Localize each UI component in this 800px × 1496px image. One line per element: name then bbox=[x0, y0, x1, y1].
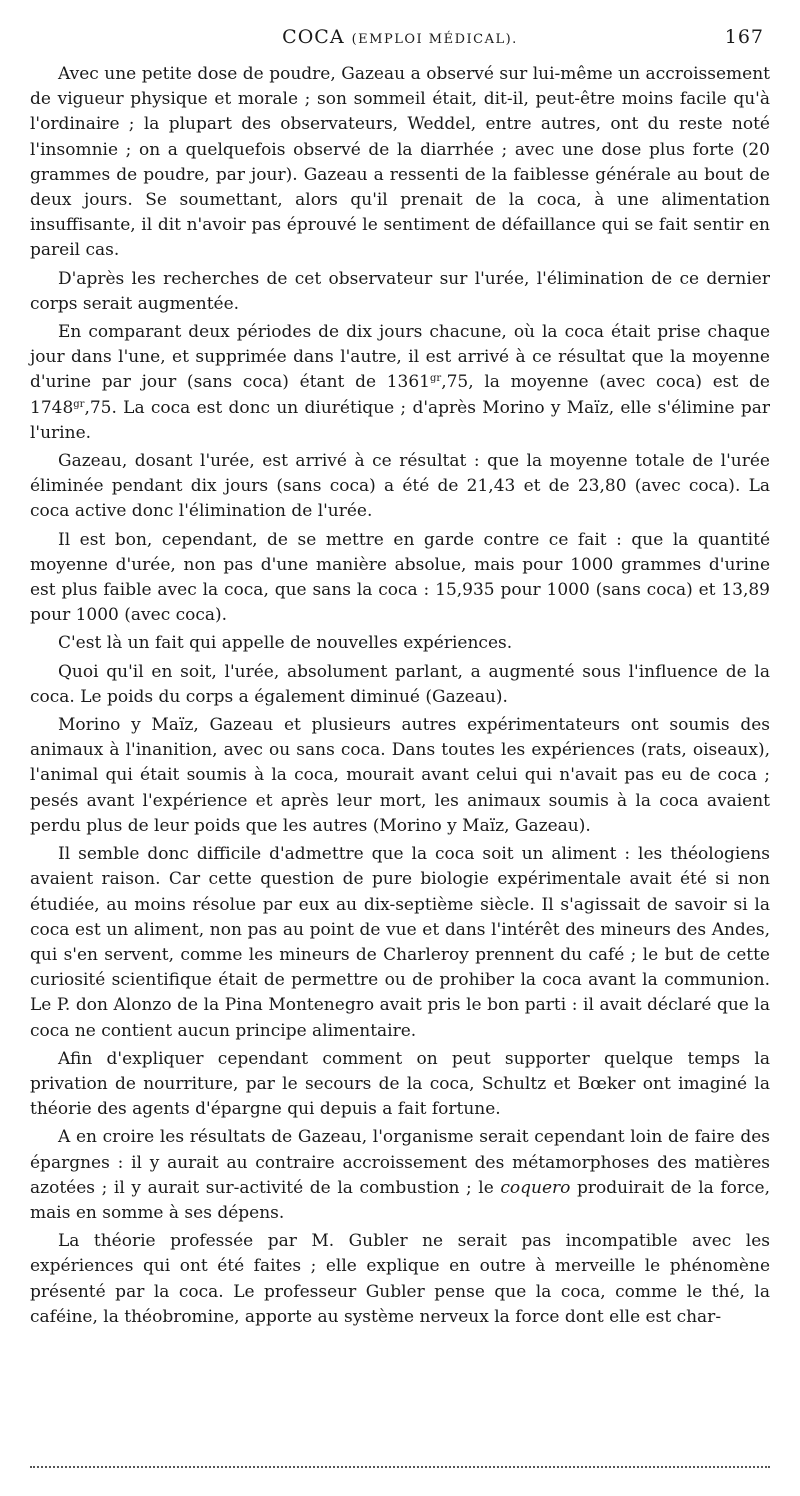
unit-superscript: gr bbox=[430, 373, 442, 385]
paragraph: D'après les recherches de cet observateur sur l'urée, l'élimination de ce dernier corps serait augmentée. bbox=[30, 268, 770, 314]
italic-term: coquero bbox=[500, 1177, 571, 1198]
body-text bbox=[30, 62, 770, 1330]
paragraph-text: ,75, la moyenne (avec coca) est de 1748 bbox=[30, 372, 770, 418]
paragraph: Gazeau, dosant l'urée, est arrivé à ce résultat : que la moyenne totale de l'urée éliminée pendant dix jours (sans coca) a été de 21,43 et de 23,80 (avec coca). La coca active donc l'élimination de l'urée. bbox=[30, 451, 770, 522]
page-number: 167 bbox=[724, 26, 764, 48]
header-title-text: COCA bbox=[282, 26, 345, 48]
document-page bbox=[30, 20, 770, 1333]
paragraph-text: produirait de la force, mais en somme à ses dépens. bbox=[30, 1177, 770, 1223]
paragraph: Il semble donc difficile d'admettre que la coca soit un aliment : les théologiens avaient raison. Car cette question de pure biologie expérimentale avait été si non étudiée, au moins résolue par eux au dix-septième siècle. Il s'agissait de savoir si la coca est un aliment, non pas au point de vue et dans l'intérêt des mineurs des Andes, qui s'en servent, comme les mineurs de Charleroy prennent du café ; le but de cette curiosité scientifique était de permettre ou de prohiber la coca avant la communion. Le P. don Alonzo de la Pina Montenegro avait pris le bon parti : il avait déclaré que la coca ne contient aucun principe alimentaire. bbox=[30, 844, 770, 1041]
footer-dotted-rule bbox=[30, 1462, 770, 1468]
paragraph bbox=[30, 320, 770, 446]
paragraph: La théorie professée par M. Gubler ne serait pas incompatible avec les expériences qui ont été faites ; elle explique en outre à merveille le phénomène présenté par la coca. Le professeur Gubler pense que la coca, comme le thé, la caféine, la théobromine, apporte au système nerveux la force dont elle est char- bbox=[30, 1231, 770, 1327]
paragraph: Avec une petite dose de poudre, Gazeau a observé sur lui-même un accroissement de vigueur physique et morale ; son sommeil était, dit-il, peut-être moins facile qu'à l'ordinaire ; la plupart des observateurs, Weddel, entre autres, ont du reste noté l'insomnie ; on a quelquefois observé de la diarrhée ; avec une dose plus forte (20 grammes de poudre, par jour). Gazeau a ressenti de la faiblesse générale au bout de deux jours. Se soumettant, alors qu'il prenait de la coca, à une alimentation insuffisante, il dit n'avoir pas éprouvé le sentiment de défaillance qui se fait sentir en pareil cas. bbox=[30, 64, 770, 261]
header-title bbox=[282, 20, 518, 57]
paragraph: Morino y Maïz, Gazeau et plusieurs autres expérimentateurs ont soumis des animaux à l'inanition, avec ou sans coca. Dans toutes les expériences (rats, oiseaux), l'animal qui était soumis à la coca, mourait avant celui qui n'avait pas eu de coca ; pesés avant l'expérience et après leur mort, les animaux soumis à la coca avaient perdu plus de leur poids que les autres (Morino y Maïz, Gazeau). bbox=[30, 715, 770, 836]
paragraph: Il est bon, cependant, de se mettre en garde contre ce fait : que la quantité moyenne d'urée, non pas d'une manière absolue, mais pour 1000 grammes d'urine est plus faible avec la coca, que sans la coca : 15,935 pour 1000 (sans coca) et 13,89 pour 1000 (avec coca). bbox=[30, 529, 770, 626]
paragraph-text: A en croire les résultats de Gazeau, l'organisme serait cependant loin de faire des épargnes : il y aurait au contraire accroissement des métamorphoses des matières azotées ; il y aurait sur-activité de la combustion ; le bbox=[30, 1127, 770, 1198]
paragraph-text: ,75. La coca est donc un diurétique ; d'après Morino y Maïz, elle s'élimine par l'urine. bbox=[30, 397, 770, 443]
paragraph: Quoi qu'il en soit, l'urée, absolument parlant, a augmenté sous l'influence de la coca. Le poids du corps a également diminué (Gazeau). bbox=[30, 661, 770, 707]
running-header bbox=[30, 20, 770, 54]
paragraph bbox=[30, 1125, 770, 1226]
paragraph: C'est là un fait qui appelle de nouvelles expériences. bbox=[58, 633, 513, 654]
unit-superscript: gr bbox=[73, 398, 85, 410]
paragraph: Afin d'expliquer cependant comment on peut supporter quelque temps la privation de nourriture, par le secours de la coca, Schultz et Bœker ont imaginé la théorie des agents d'épargne qui depuis a fait fortune. bbox=[30, 1048, 770, 1120]
paragraph-text: En comparant deux périodes de dix jours chacune, où la coca était prise chaque jour dans l'une, et supprimée dans l'autre, il est arrivé à ce résultat que la moyenne d'urine par jour (sans coca) étant de 1361 bbox=[30, 322, 770, 393]
header-subtitle: (EMPLOI MÉDICAL). bbox=[351, 32, 518, 47]
